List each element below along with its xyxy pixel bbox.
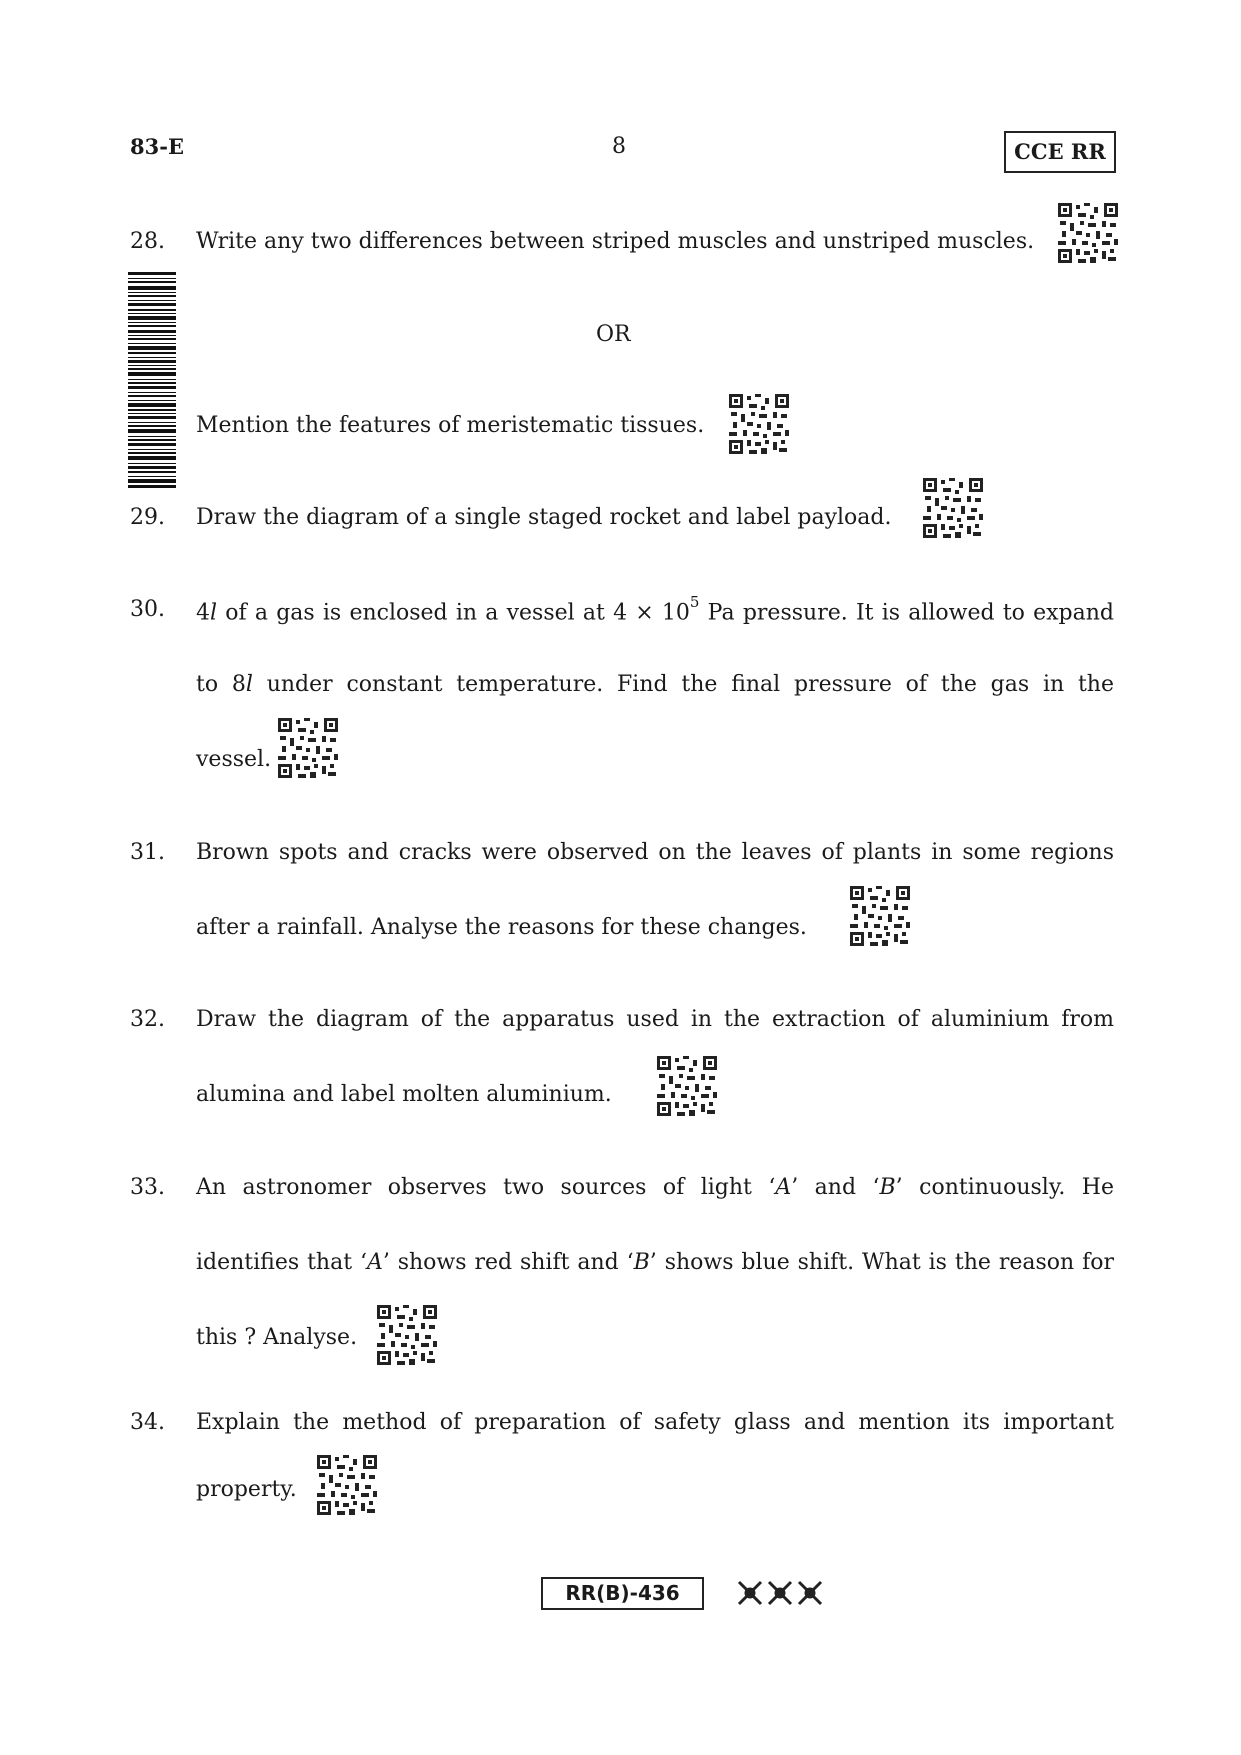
qr-code-icon — [1058, 203, 1118, 263]
question-30-line-1: 4l of a gas is enclosed in a vessel at $4 \times 10^5$ Pa pressure. It is allowed to expand — [196, 593, 1114, 626]
question-number-34: 34. — [130, 1410, 165, 1435]
question-31-line-1: Brown spots and cracks were observed on the leaves of plants in some regions — [196, 840, 1114, 865]
qr-code-icon — [657, 1056, 717, 1116]
question-33-line-1: An astronomer observes two sources of light ‘A’ and ‘B’ continuously. He — [196, 1175, 1114, 1200]
question-28-text: Write any two differences between striped muscles and unstriped muscles. — [196, 229, 1035, 254]
question-number-33: 33. — [130, 1175, 165, 1200]
qr-code-icon — [377, 1305, 437, 1365]
question-28-alt-text: Mention the features of meristematic tissues. — [196, 413, 705, 438]
barcode-icon — [128, 272, 176, 488]
question-number-28: 28. — [130, 229, 165, 254]
question-33-line-3: this ? Analyse. — [196, 1325, 358, 1350]
qr-code-icon — [278, 718, 338, 778]
page-number: 8 — [612, 134, 626, 159]
qr-code-icon — [729, 394, 789, 454]
question-number-30: 30. — [130, 597, 165, 622]
exam-label-box: CCE RR — [1004, 131, 1116, 173]
or-separator: OR — [596, 322, 631, 347]
footer-code-box: RR(B)-436 — [541, 1577, 704, 1610]
question-30-line-3: vessel. — [196, 747, 272, 772]
question-32-line-2: alumina and label molten aluminium. — [196, 1082, 612, 1107]
qr-code-icon — [850, 886, 910, 946]
question-number-31: 31. — [130, 840, 165, 865]
question-34-line-1: Explain the method of preparation of safety glass and mention its important — [196, 1410, 1114, 1435]
question-33-line-2: identifies that ‘A’ shows red shift and ‘B’ shows blue shift. What is the reason for — [196, 1250, 1114, 1275]
paper-code: 83-E — [130, 134, 184, 159]
question-number-32: 32. — [130, 1007, 165, 1032]
question-29-text: Draw the diagram of a single staged rocket and label payload. — [196, 505, 892, 530]
qr-code-icon — [923, 478, 983, 538]
question-34-line-2: property. — [196, 1477, 297, 1502]
question-31-line-2: after a rainfall. Analyse the reasons for these changes. — [196, 915, 807, 940]
question-30-line-2: to 8l under constant temperature. Find the final pressure of the gas in the — [196, 672, 1114, 697]
question-32-line-1: Draw the diagram of the apparatus used in the extraction of aluminium from — [196, 1007, 1114, 1032]
qr-code-icon — [317, 1455, 377, 1515]
question-number-29: 29. — [130, 505, 165, 530]
ornament-icon — [735, 1578, 825, 1608]
